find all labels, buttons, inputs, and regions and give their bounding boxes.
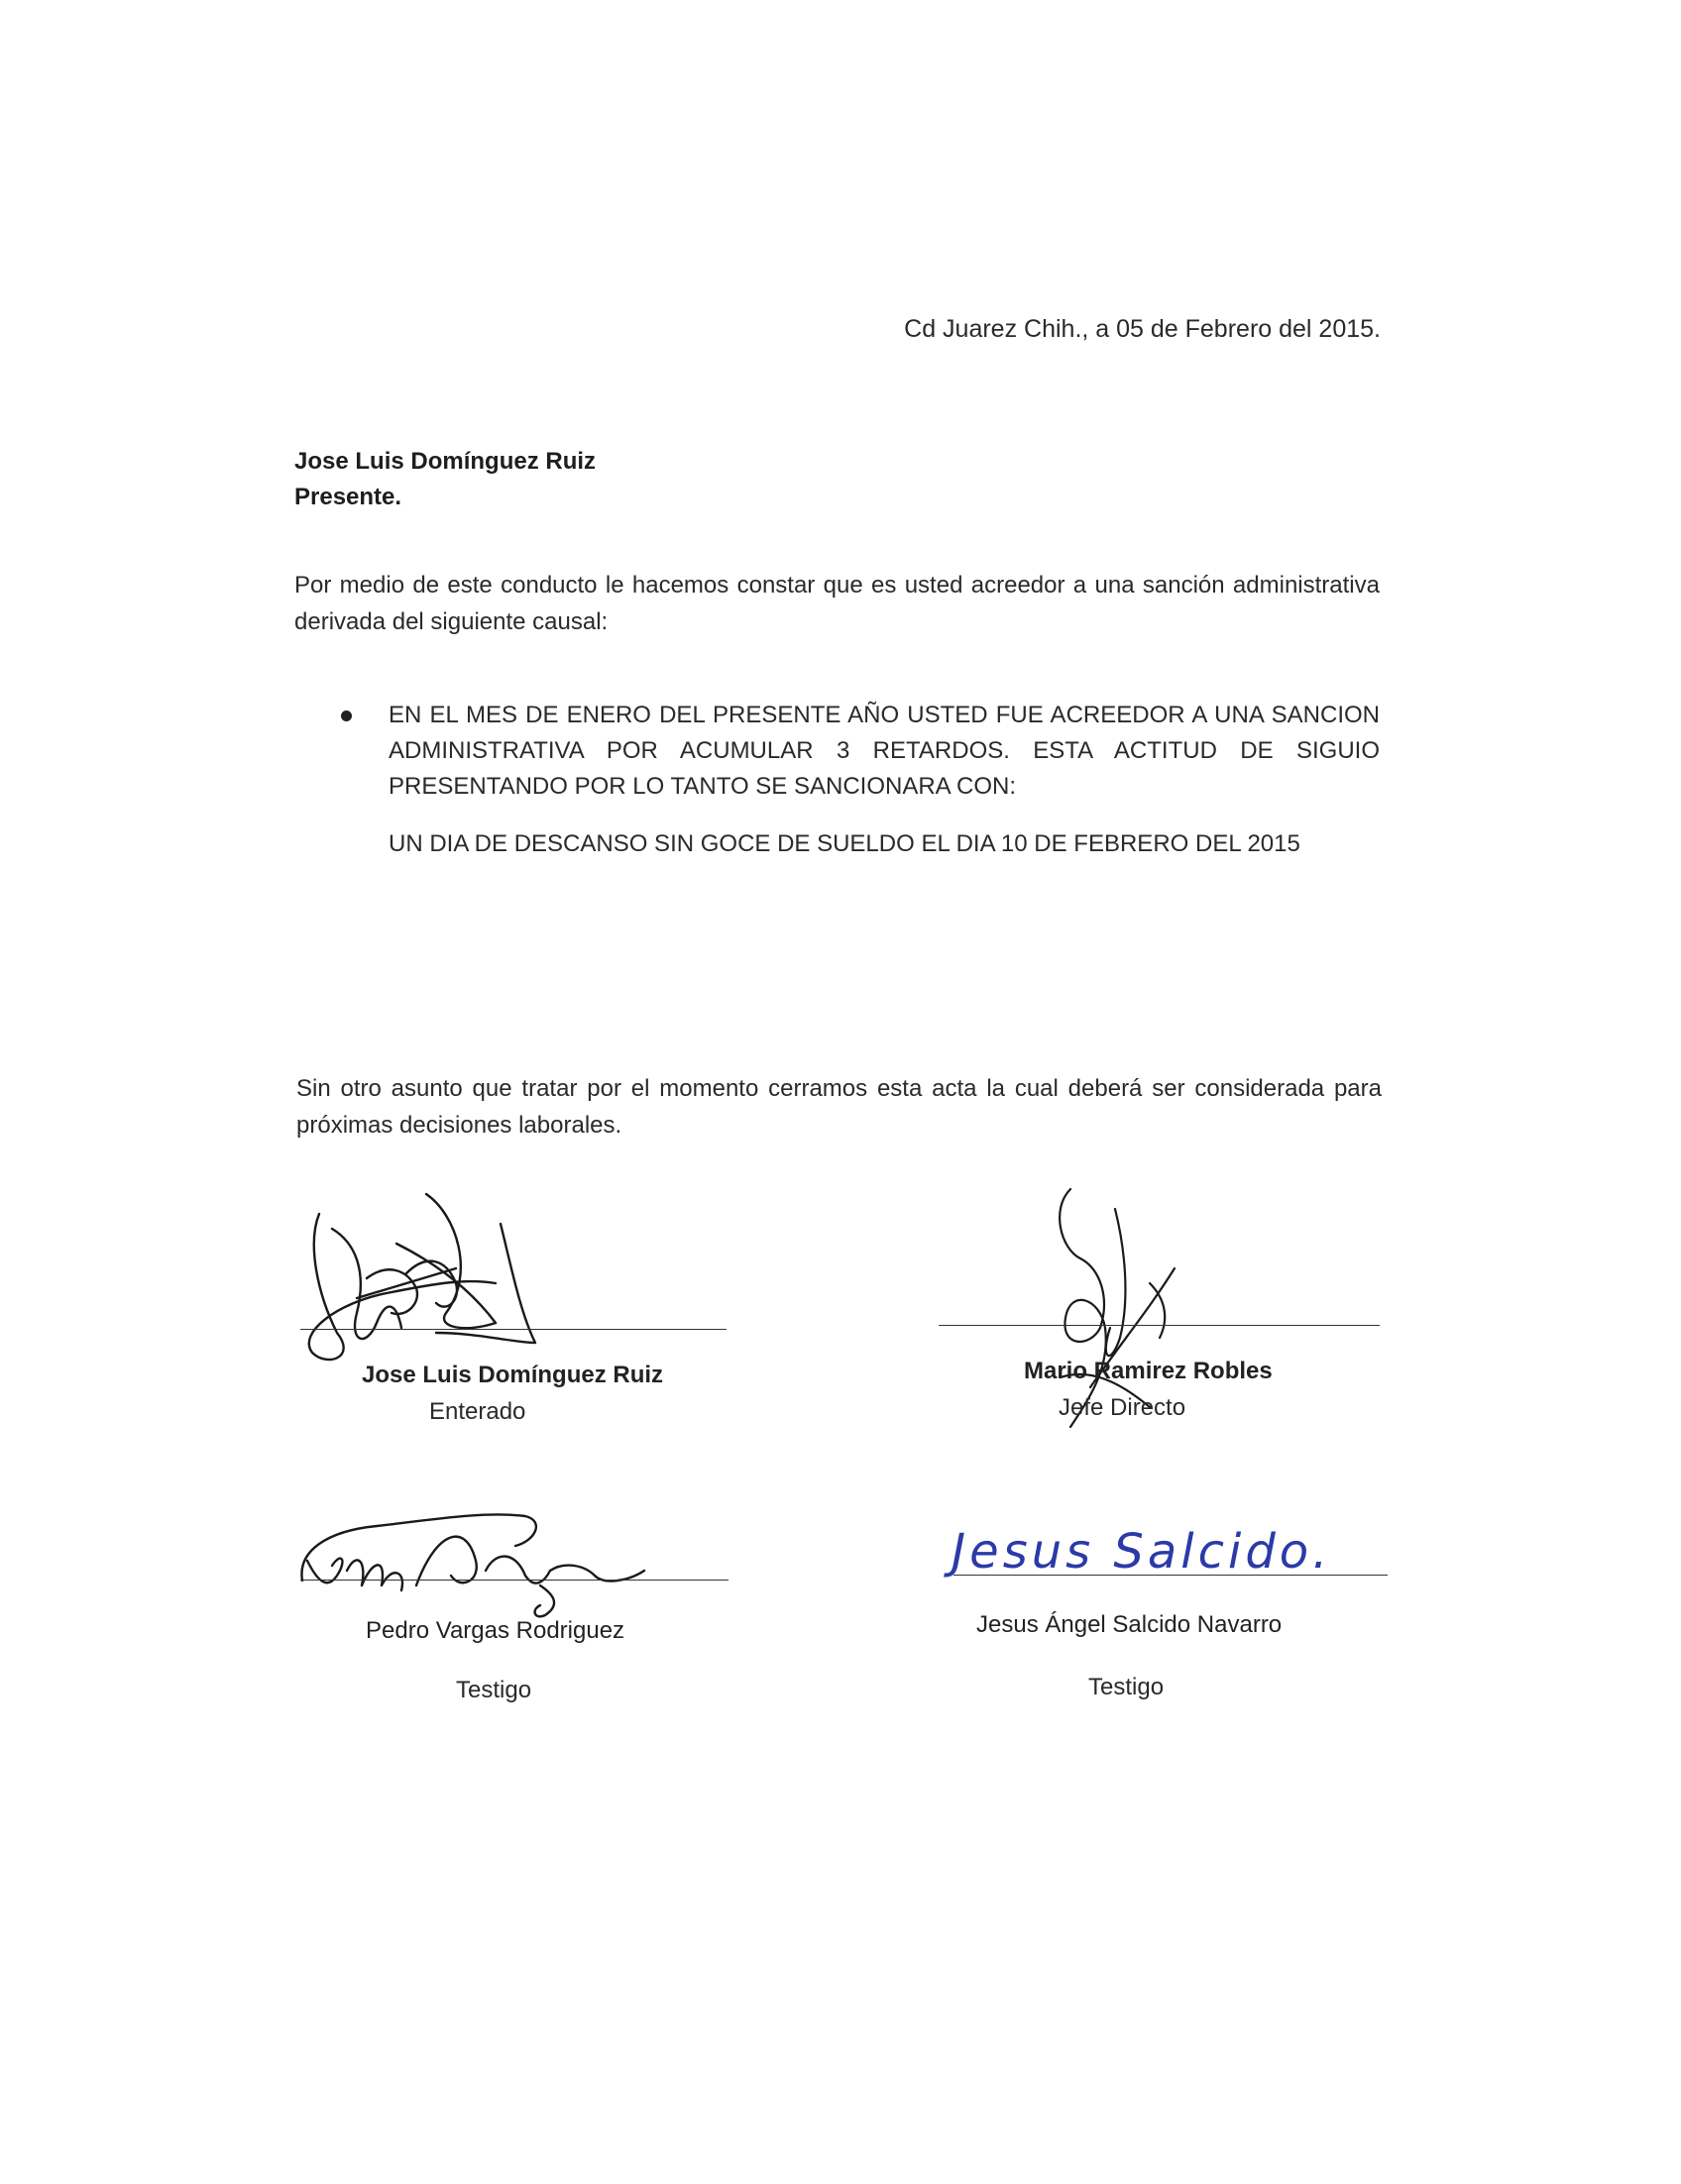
recipient-block — [294, 444, 596, 515]
signer-name-3: Pedro Vargas Rodriguez — [366, 1617, 625, 1644]
signature-scribble-3 — [287, 1491, 654, 1620]
signer-role-4: Testigo — [1088, 1674, 1165, 1700]
bullet-marker — [341, 710, 352, 721]
signature-line-1 — [300, 1329, 727, 1330]
recipient-name: Jose Luis Domínguez Ruiz — [294, 448, 597, 475]
intro-paragraph: Por medio de este conducto le hacemos constar que es usted acreedor a una sanción administrativa derivada del siguiente causal: — [294, 572, 1380, 635]
signer-role-3: Testigo — [456, 1677, 532, 1703]
handwritten-signature-4: Jesus Salcido. — [952, 1524, 1332, 1580]
bullet-item: EN EL MES DE ENERO DEL PRESENTE AÑO USTED FUE ACREEDOR A UNA SANCION ADMINISTRATIVA POR ACUMULAR 3 RETARDOS. ESTA ACTITUD DE SIGUIO PRESENTANDO POR LO TANTO SE SANCIONARA CON: — [389, 702, 1380, 800]
signer-name-2: Mario Ramirez Robles — [1024, 1358, 1273, 1384]
signature-line-4 — [953, 1575, 1388, 1576]
signer-role-2: Jefe Directo — [1059, 1394, 1186, 1421]
signer-role-1: Enterado — [429, 1398, 526, 1425]
signer-name-4: Jesus Ángel Salcido Navarro — [976, 1611, 1283, 1638]
closing-paragraph: Sin otro asunto que tratar por el momento cerramos esta acta la cual deberá ser considerada para próximas decisiones laborales. — [296, 1075, 1382, 1139]
recipient-greeting: Presente. — [294, 484, 402, 510]
signature-line-3 — [300, 1580, 728, 1581]
signer-name-1: Jose Luis Domínguez Ruiz — [362, 1362, 664, 1388]
signature-scribble-1 — [297, 1184, 555, 1372]
letter-date: Cd Juarez Chih., a 05 de Febrero del 2015. — [904, 315, 1381, 343]
sanction-text: UN DIA DE DESCANSO SIN GOCE DE SUELDO EL DIA 10 DE FEBRERO DEL 2015 — [389, 830, 1300, 857]
signature-line-2 — [939, 1325, 1380, 1326]
